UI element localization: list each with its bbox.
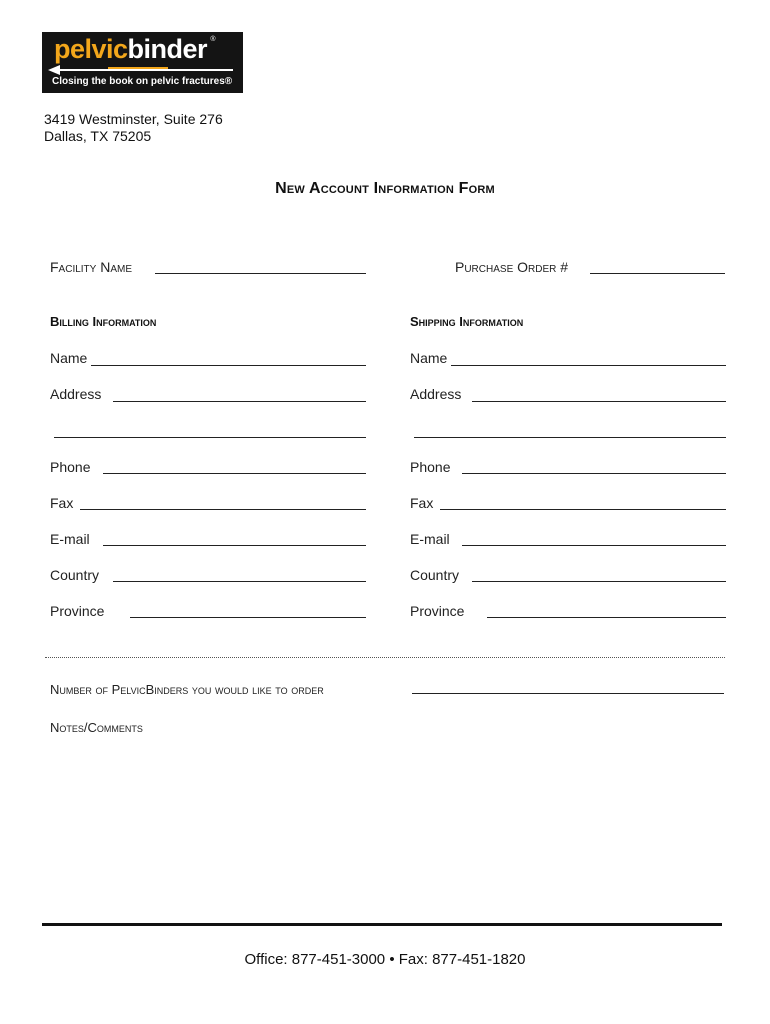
shipping-phone-field[interactable]	[462, 473, 726, 474]
billing-address-field-2[interactable]	[54, 437, 366, 438]
logo-text-binder: binder	[127, 34, 208, 64]
shipping-address-field-2[interactable]	[414, 437, 726, 438]
billing-name-label: Name	[50, 350, 88, 366]
billing-country-field[interactable]	[113, 581, 366, 582]
billing-email-field[interactable]	[103, 545, 366, 546]
logo-arrow-icon	[48, 65, 238, 75]
shipping-country-label: Country	[410, 567, 460, 583]
billing-phone-field[interactable]	[103, 473, 366, 474]
footer-rule	[42, 923, 722, 926]
logo-wordmark	[54, 34, 216, 65]
form-title: New Account Information Form	[275, 180, 495, 197]
facility-name-label: Facility Name	[50, 259, 133, 275]
billing-heading: Billing Information	[50, 314, 157, 329]
notes-area[interactable]	[50, 742, 725, 912]
address-line-1: 3419 Westminster, Suite 276	[44, 111, 223, 127]
purchase-order-label: Purchase Order #	[455, 259, 569, 275]
billing-address-field[interactable]	[113, 401, 366, 402]
logo-registered-mark: ®	[210, 36, 216, 43]
logo-text-pelvic: pelvic	[54, 34, 128, 64]
billing-province-label: Province	[50, 603, 105, 619]
shipping-fax-label: Fax	[410, 495, 434, 511]
billing-fax-label: Fax	[50, 495, 74, 511]
purchase-order-field[interactable]	[590, 273, 725, 274]
shipping-address-label: Address	[410, 386, 462, 402]
billing-email-label: E-mail	[50, 531, 90, 547]
shipping-country-field[interactable]	[472, 581, 726, 582]
shipping-province-field[interactable]	[487, 617, 726, 618]
shipping-province-label: Province	[410, 603, 465, 619]
shipping-heading: Shipping Information	[410, 314, 524, 329]
shipping-email-field[interactable]	[462, 545, 726, 546]
section-divider	[45, 657, 725, 658]
billing-country-label: Country	[50, 567, 100, 583]
quantity-label: Number of PelvicBinders you would like to order	[50, 682, 324, 697]
logo-tagline: Closing the book on pelvic fractures®	[52, 76, 233, 87]
billing-address-label: Address	[50, 386, 102, 402]
billing-phone-label: Phone	[50, 459, 91, 475]
company-logo	[42, 32, 243, 93]
facility-name-field[interactable]	[155, 273, 366, 274]
shipping-name-field[interactable]	[451, 365, 726, 366]
address-line-2: Dallas, TX 75205	[44, 128, 152, 144]
notes-label: Notes/Comments	[50, 720, 143, 735]
shipping-address-field[interactable]	[472, 401, 726, 402]
billing-name-field[interactable]	[91, 365, 366, 366]
footer-contact: Office: 877-451-3000 • Fax: 877-451-1820	[244, 951, 526, 968]
shipping-phone-label: Phone	[410, 459, 451, 475]
shipping-fax-field[interactable]	[440, 509, 726, 510]
quantity-field[interactable]	[412, 693, 724, 694]
billing-fax-field[interactable]	[80, 509, 366, 510]
shipping-name-label: Name	[410, 350, 448, 366]
billing-province-field[interactable]	[130, 617, 366, 618]
shipping-email-label: E-mail	[410, 531, 450, 547]
